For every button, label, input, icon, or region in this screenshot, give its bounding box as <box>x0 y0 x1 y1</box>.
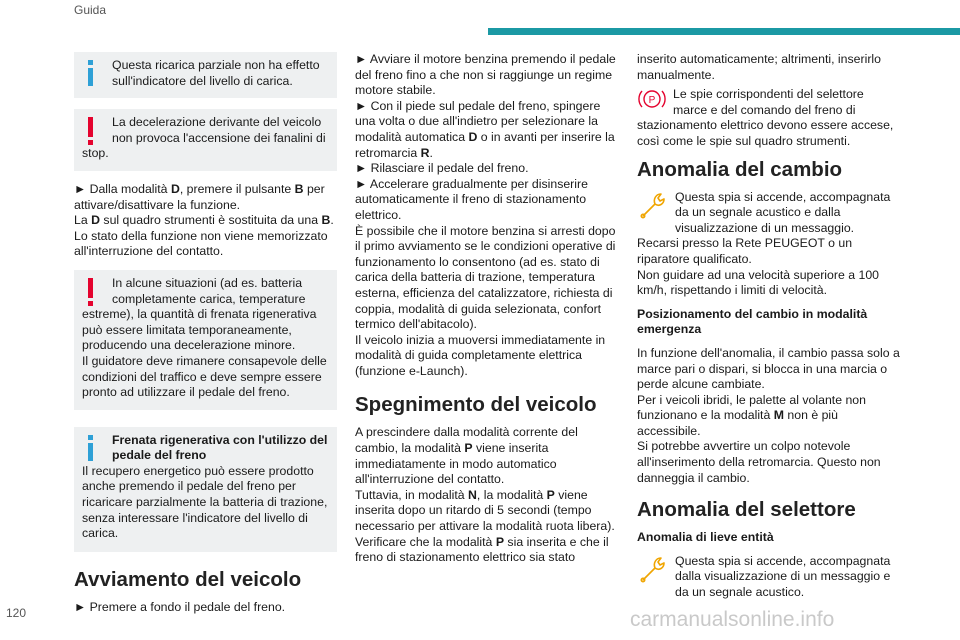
warning-icon <box>84 117 98 145</box>
subsection-heading: Posizionamento del cambio in modalità emergenza <box>637 306 868 337</box>
section-heading: Anomalia del cambio <box>637 157 843 181</box>
body-text: Tuttavia, in modalità N, la modalità P viene inserita dopo un ritardo di 5 secondi (tempo necessario per attivare la modalità ruota libera). <box>355 487 615 534</box>
body-text: Lo stato della funzione non viene memorizzato all'interruzione del contatto. <box>74 228 328 259</box>
body-text: Questa spia si accende, accompagnata da un segnale acustico e dalla visualizzazione di un messaggio. <box>675 189 891 235</box>
body-text: Si potrebbe avvertire un colpo notevole all'inserimento della retromarcia. Questo non danneggia il cambio. <box>637 439 881 485</box>
body-text: Questa spia si accende, accompagnata dalla visualizzazione di un messaggio e da un segnale acustico. <box>675 553 891 600</box>
warning-box <box>74 270 337 410</box>
running-header: Guida <box>74 3 107 17</box>
watermark: carmanualsonline.info <box>630 608 835 631</box>
body-text: Recarsi presso la Rete PEUGEOT o un riparatore qualificato. <box>637 236 853 266</box>
body-text: È possibile che il motore benzina si arresti dopo il primo avviamento se le condizioni operative di funzionamento lo consentono (ad es. stato di carica della batteria di trazione, temperatura esterna, efficienza del catalizzatore, richiesta di coppia, modalità di guida selezionata, confort termico dell'abitacolo). <box>355 223 616 332</box>
section-heading: Anomalia del selettore <box>637 498 856 522</box>
body-text: inserito automaticamente; altrimenti, inserirlo manualmente. <box>637 52 881 82</box>
body-text: Il veicolo inizia a muoversi immediatamente in modalità di guida completamente elettrica (funzione e-Launch). <box>355 332 606 378</box>
info-text: Questa ricarica parziale non ha effetto sull'indicatore del livello di carica. <box>112 58 320 88</box>
warning-text: La decelerazione derivante del veicolo non provoca l'accensione dei fanalini di stop. <box>82 115 326 161</box>
step-text: ► Con il piede sul pedale del freno, spingere una volta o due all'indietro per selezionare la modalità automatica D o in avanti per inserire la retromarcia R. <box>355 98 615 160</box>
warning-icon <box>84 278 98 306</box>
body-text: A prescindere dalla modalità corrente del cambio, la modalità P viene inserita immediatamente in modo automatico all'interruzione del contatto. <box>355 425 578 487</box>
info-box-title: Frenata rigenerativa con l'utilizzo del pedale del freno <box>112 432 328 463</box>
body-text: In funzione dell'anomalia, il cambio passa solo a marce pari o dispari, si blocca in una marcia o perde alcune cambiate. <box>637 345 900 392</box>
body-text: Per i veicoli ibridi, le palette al volante non funzionano e la modalità M non è più accessibile. <box>637 392 866 438</box>
section-heading: Avviamento del veicolo <box>74 567 302 591</box>
wrench-warning-icon <box>637 190 669 220</box>
column-1 <box>74 52 337 615</box>
info-box <box>74 427 337 552</box>
step-text: ► Accelerare gradualmente per disinserire automaticamente il freno di stazionamento elettrico. <box>355 176 588 222</box>
info-box <box>74 52 337 98</box>
warning-text: Il guidatore deve rimanere consapevole delle condizioni del traffico e deve sempre essere pronto ad utilizzare il pedale del freno. <box>82 353 327 400</box>
info-icon <box>84 435 98 463</box>
body-text: Verificare che la modalità P sia inserita e che il freno di stazionamento elettrico sia stato <box>355 534 609 565</box>
step-text: ► Rilasciare il pedale del freno. <box>355 161 529 176</box>
info-text: Il recupero energetico può essere prodotto anche premendo il pedale del freno per ricaricare parzialmente la batteria di trazione, senza interessare l'indicatore del livello di carica. <box>82 463 328 541</box>
warning-box <box>74 109 337 171</box>
body-text: Non guidare ad una velocità superiore a 100 km/h, rispettando i limiti di velocità. <box>637 267 880 298</box>
warning-text: In alcune situazioni (ad es. batteria completamente carica, temperature estreme), la quantità di frenata rigenerativa può essere limitata temporaneamente, producendo una decelerazione minore. <box>82 275 317 353</box>
parking-brake-warning-icon <box>637 87 667 111</box>
step-text: ► Premere a fondo il pedale del freno. <box>74 599 286 614</box>
column-2 <box>355 52 620 566</box>
parking-lamp-note <box>637 87 901 149</box>
section-heading: Spegnimento del veicolo <box>355 393 597 417</box>
step-text: ► Dalla modalità D, premere il pulsante B per attivare/disattivare la funzione. <box>74 181 325 212</box>
subsection-heading: Anomalia di lieve entità <box>637 530 774 545</box>
column-3 <box>637 52 901 601</box>
selector-lamp-note <box>637 554 901 601</box>
gearbox-lamp-note <box>637 190 901 299</box>
body-text: Le spie corrispondenti del selettore marce e del comando del freno di stazionamento elettrico devono essere accese, così come le spie sul quadro strumenti. <box>637 87 894 148</box>
body-text: La D sul quadro strumenti è sostituita da una B. <box>74 213 334 228</box>
info-icon <box>84 60 98 88</box>
wrench-warning-icon <box>637 554 669 584</box>
page-number: 120 <box>6 606 27 620</box>
svg-text:P: P <box>648 95 656 107</box>
step-text: ► Avviare il motore benzina premendo il pedale del freno fino a che non si raggiunge un regime motore stabile. <box>355 52 616 98</box>
header-accent-bar <box>488 28 960 35</box>
paragraph <box>74 182 337 260</box>
